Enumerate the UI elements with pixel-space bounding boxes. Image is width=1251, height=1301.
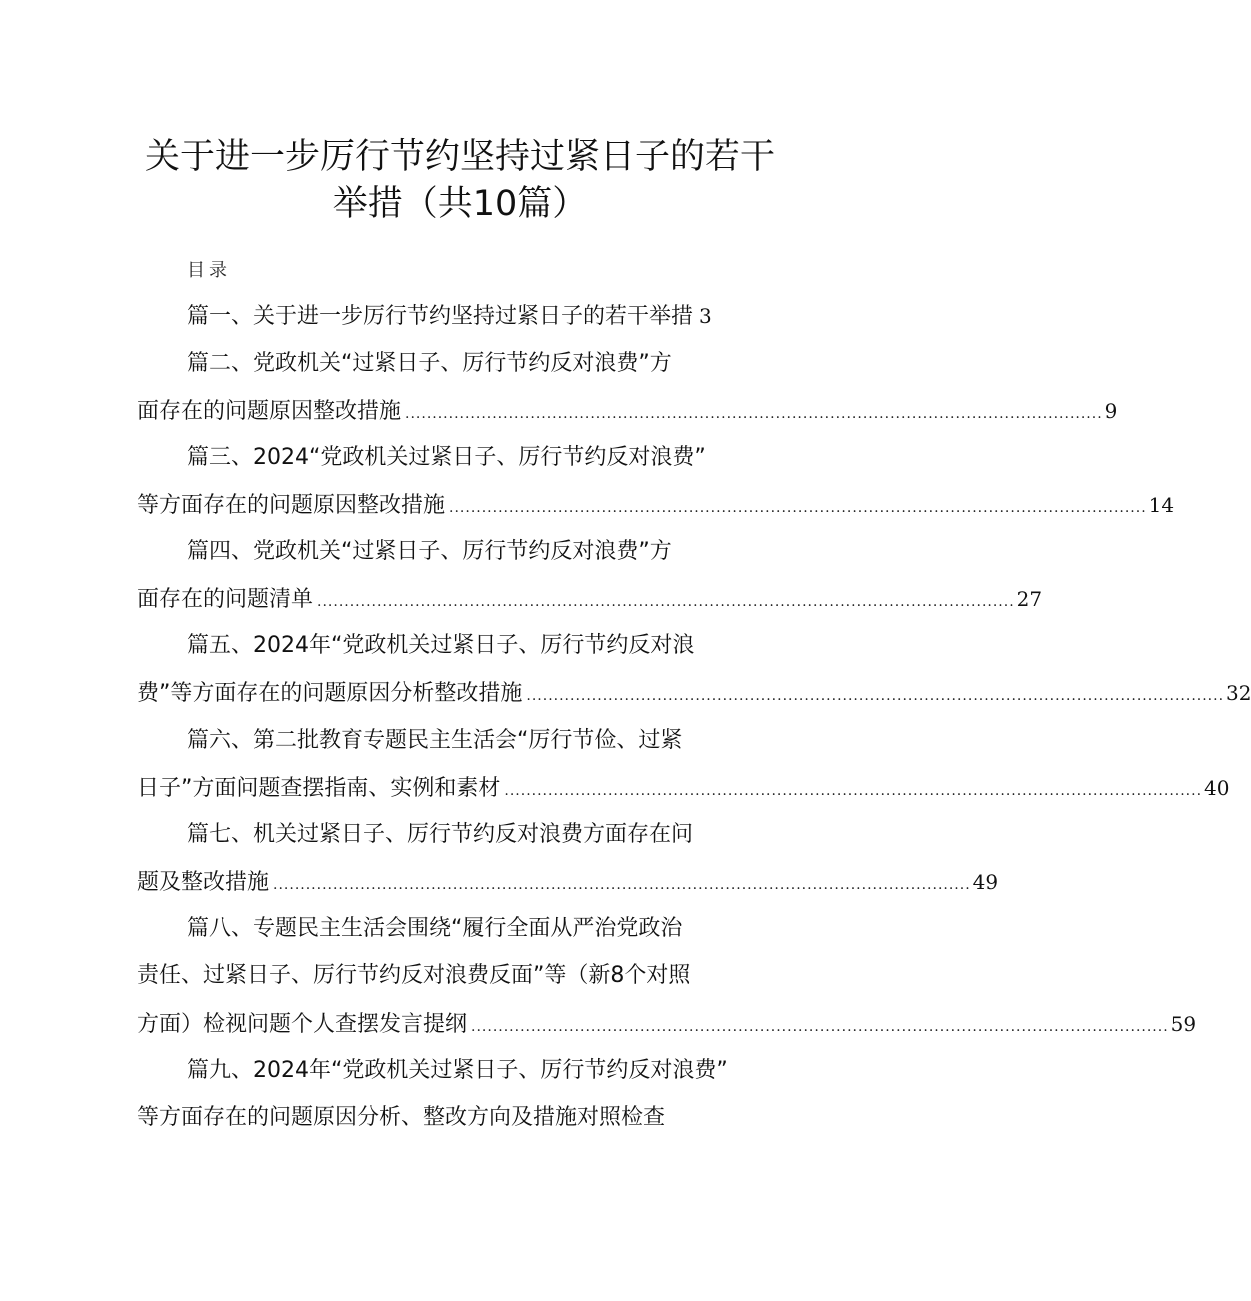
- toc-entry-3-line-2[interactable]: [137, 487, 1175, 523]
- toc-entry-4-line-2[interactable]: [137, 581, 1043, 617]
- document-title: [110, 134, 810, 228]
- toc-entry-1[interactable]: [187, 298, 769, 334]
- toc-leader-dots: ................................................................................................................................: [504, 783, 1203, 799]
- toc-entry-9-line-2[interactable]: [137, 1100, 769, 1136]
- toc-entry-6-text-cont: 日子”方面问题查摆指南、实例和素材: [137, 776, 501, 801]
- toc-entry-3-page: 14: [1148, 493, 1175, 517]
- toc-entry-2-page: 9: [1104, 399, 1118, 423]
- toc-entry-4-line-1[interactable]: [187, 534, 769, 570]
- toc-entry-3-text-cont: 等方面存在的问题原因整改措施: [137, 493, 446, 518]
- toc-leader-dots: ................................................................................................................................: [273, 877, 971, 893]
- toc-entry-3-text: 篇三、2024“党政机关过紧日子、厉行节约反对浪费”: [187, 445, 706, 470]
- toc-leader-dots: ................................................................................................................................: [317, 594, 1015, 610]
- toc-entry-6-page: 40: [1204, 776, 1230, 800]
- toc-entry-8-text: 篇八、专题民主生活会围绕“履行全面从严治党政治: [187, 916, 683, 941]
- toc-entry-4-text-cont: 面存在的问题清单: [137, 587, 314, 612]
- toc-entry-8-text-cont: 责任、过紧日子、厉行节约反对浪费反面”等（新8个对照: [137, 963, 691, 988]
- toc-entry-4-page: 27: [1016, 587, 1043, 611]
- toc-entry-6-line-1[interactable]: [187, 723, 769, 759]
- toc-entry-8-text-cont-2: 方面）检视问题个人查摆发言提纲: [137, 1012, 468, 1037]
- toc-entry-5-line-1[interactable]: [187, 628, 769, 664]
- toc-entry-2-text: 篇二、党政机关“过紧日子、厉行节约反对浪费”方: [187, 351, 672, 376]
- toc-entry-9-line-1[interactable]: [187, 1053, 769, 1089]
- toc-entry-5-line-2[interactable]: [137, 675, 1251, 711]
- toc-entry-5-page: 32: [1226, 681, 1251, 705]
- toc-entry-6-line-2[interactable]: [137, 770, 1230, 806]
- toc-label: 目录: [187, 260, 231, 281]
- toc-entry-8-line-1[interactable]: [187, 911, 769, 947]
- toc-entry-8-page: 59: [1170, 1012, 1197, 1036]
- toc-entry-7-line-1[interactable]: [187, 817, 769, 853]
- toc-entry-2-text-cont: 面存在的问题原因整改措施: [137, 399, 402, 424]
- toc-entry-3-line-1[interactable]: [187, 440, 769, 476]
- toc-entry-7-line-2[interactable]: [137, 864, 999, 900]
- toc-leader-dots: ................................................................................................................................: [405, 406, 1103, 422]
- toc-entry-7-page: 49: [972, 870, 999, 894]
- toc-entry-1-page: 3: [699, 304, 712, 328]
- toc-entry-4-text: 篇四、党政机关“过紧日子、厉行节约反对浪费”方: [187, 539, 672, 564]
- toc-entry-2-line-1[interactable]: [187, 346, 769, 382]
- toc-entry-5-text-cont: 费”等方面存在的问题原因分析整改措施: [137, 681, 523, 706]
- title-line-2: 举措（共10篇）: [332, 184, 588, 224]
- toc-entry-2-line-2[interactable]: [137, 393, 1118, 429]
- title-line-1: 关于进一步厉行节约坚持过紧日子的若干: [144, 137, 775, 177]
- toc-entry-8-line-2[interactable]: [137, 958, 769, 994]
- toc-entry-8-line-3[interactable]: [137, 1006, 1197, 1042]
- toc-entry-7-text: 篇七、机关过紧日子、厉行节约反对浪费方面存在问: [187, 822, 694, 847]
- toc-leader-dots: ................................................................................................................................: [471, 1019, 1169, 1035]
- toc-leader-dots: ................................................................................................................................: [526, 688, 1225, 704]
- toc-entry-6-text: 篇六、第二批教育专题民主生活会“厉行节俭、过紧: [187, 728, 683, 753]
- toc-entry-7-text-cont: 题及整改措施: [137, 870, 270, 895]
- toc-entry-1-text: 篇一、关于进一步厉行节约坚持过紧日子的若干举措: [187, 304, 694, 329]
- toc-leader-dots: ................................................................................................................................: [449, 500, 1147, 516]
- toc-entry-9-text-cont: 等方面存在的问题原因分析、整改方向及措施对照检查: [137, 1105, 666, 1130]
- toc-entry-5-text: 篇五、2024年“党政机关过紧日子、厉行节约反对浪: [187, 633, 695, 658]
- toc-entry-9-text: 篇九、2024年“党政机关过紧日子、厉行节约反对浪费”: [187, 1058, 728, 1083]
